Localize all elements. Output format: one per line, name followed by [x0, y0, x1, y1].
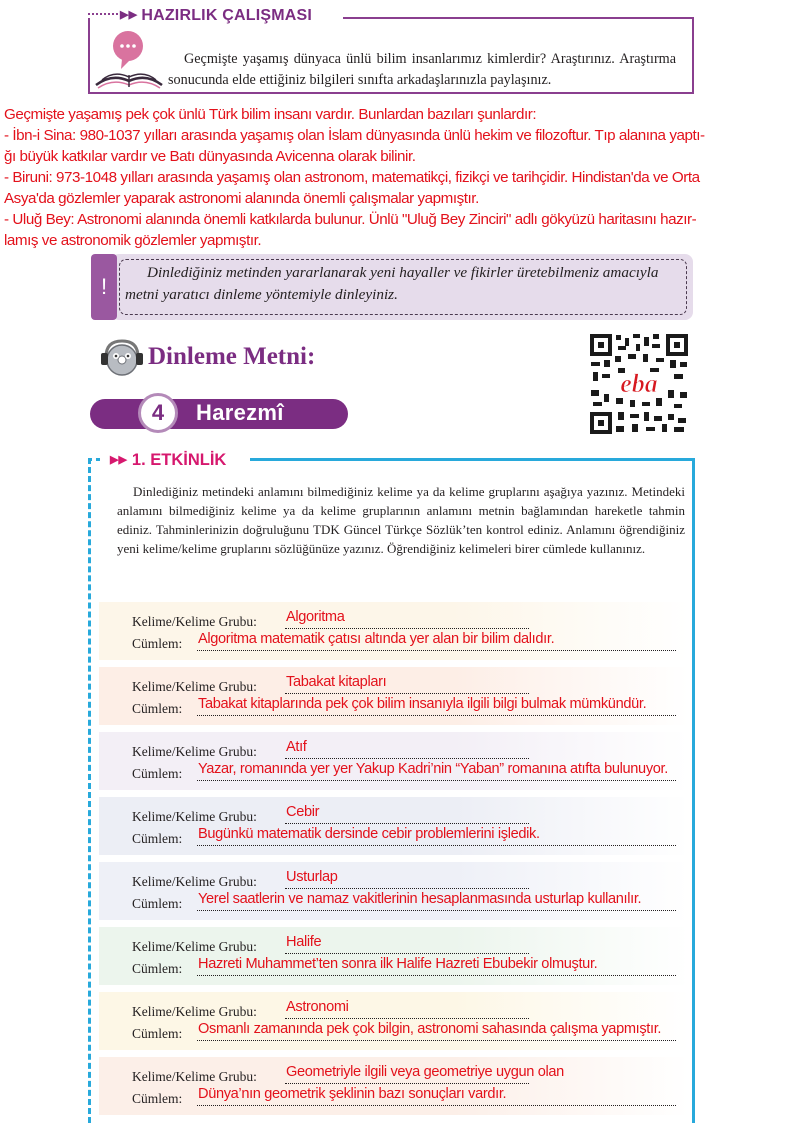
sentence-label: Cümlem:	[132, 961, 183, 976]
word-label: Kelime/Kelime Grubu:	[132, 679, 257, 694]
vocabulary-row	[99, 992, 695, 1050]
handwritten-notes	[4, 104, 792, 251]
word-label: Kelime/Kelime Grubu:	[132, 1069, 257, 1084]
lesson-title: Harezmî	[196, 400, 284, 425]
word-line	[132, 809, 257, 825]
sentence-blank[interactable]	[197, 780, 676, 781]
sentence-answer[interactable]: Bugünkü matematik dersinde cebir problemlerini işledik.	[198, 826, 540, 842]
frame-top-line	[343, 17, 694, 19]
activity-instructions	[117, 482, 685, 558]
word-label: Kelime/Kelime Grubu:	[132, 744, 257, 759]
sentence-answer[interactable]: Tabakat kitaplarında pek çok bilim insanıyla ilgili bilgi bulmak mümkündür.	[198, 696, 647, 712]
sentence-label: Cümlem:	[132, 1091, 183, 1106]
sentence-answer[interactable]: Hazreti Muhammet’ten sonra ilk Halife Hazreti Ebubekir olmuştur.	[198, 956, 598, 972]
sentence-blank[interactable]	[197, 910, 676, 911]
activity-instructions-body: Dinlediğiniz metindeki anlamını bilmediğiniz kelime ya da kelime gruplarını aşağıya yazınız. Metindeki anlamını bilmediğiniz kelime ya da kelime gruplarının anlamını metnin bağlamından hareketle tahmin ediniz. Tahminlerinizin doğruluğunu TDK Güncel Türkçe Sözlük’ten kontrol ediniz. Anlamını öğrendiğiniz yeni kelime/kelime gruplarını sözlüğünüze yazınız. Öğrendiğiniz kelimeleri birer cümlede kullanınız.	[117, 484, 685, 556]
vocabulary-list	[99, 602, 695, 1122]
vocabulary-row	[99, 927, 695, 985]
sentence-line	[132, 1091, 182, 1107]
sentence-blank[interactable]	[197, 1105, 676, 1106]
sentence-answer[interactable]: Yerel saatlerin ve namaz vakitlerinin hesaplanmasında usturlap kullanılır.	[198, 891, 642, 907]
sentence-answer[interactable]: Yazar, romanında yer yer Yakup Kadri’nin “Yaban” romanına atıfta bulunuyor.	[198, 761, 668, 777]
sentence-line	[132, 701, 182, 717]
info-text	[125, 262, 683, 306]
dotted-divider	[88, 13, 118, 15]
word-line	[132, 679, 257, 695]
sentence-label: Cümlem:	[132, 896, 183, 911]
sentence-blank[interactable]	[197, 715, 676, 716]
word-line	[132, 744, 257, 760]
section-title	[120, 7, 316, 25]
sentence-line	[132, 1026, 182, 1042]
sentence-blank[interactable]	[197, 1040, 676, 1041]
word-blank[interactable]	[285, 758, 529, 759]
activity-title	[110, 451, 228, 470]
activity-title-text: 1. ETKİNLİK	[131, 451, 227, 469]
sentence-line	[132, 766, 182, 782]
note-line: - Uluğ Bey: Astronomi alanında önemli katkılarda bulunur. Ünlü "Uluğ Bey Zinciri" adlı gökyüzü haritasını hazır-	[4, 211, 697, 228]
note-line: lamış ve astronomik gözlemler yapmıştır.	[4, 232, 262, 249]
vocabulary-row	[99, 667, 695, 725]
sentence-label: Cümlem:	[132, 636, 183, 651]
word-label: Kelime/Kelime Grubu:	[132, 939, 257, 954]
qr-code-icon[interactable]	[588, 332, 690, 436]
info-text-body: Dinlediğiniz metinden yararlanarak yeni hayaller ve fikirler üretebilmeniz amacıyla metni yaratıcı dinleme yöntemiyle dinleyiniz.	[125, 264, 659, 303]
sentence-label: Cümlem:	[132, 831, 183, 846]
word-blank[interactable]	[285, 693, 529, 694]
word-label: Kelime/Kelime Grubu:	[132, 874, 257, 889]
word-line	[132, 1004, 257, 1020]
word-blank[interactable]	[285, 628, 529, 629]
sentence-answer[interactable]: Algoritma matematik çatısı altında yer alan bir bilim dalıdır.	[198, 631, 555, 647]
vocabulary-row	[99, 1057, 695, 1115]
info-box	[91, 254, 693, 320]
activity-frame-left	[88, 458, 91, 1123]
sentence-label: Cümlem:	[132, 701, 183, 716]
word-blank[interactable]	[285, 1083, 529, 1084]
activity-frame-top	[250, 458, 695, 461]
vocabulary-row	[99, 602, 695, 660]
word-label: Kelime/Kelime Grubu:	[132, 809, 257, 824]
word-answer[interactable]: Cebir	[286, 804, 320, 820]
preparation-text	[168, 49, 676, 91]
word-blank[interactable]	[285, 888, 529, 889]
sentence-line	[132, 961, 182, 977]
word-blank[interactable]	[285, 1018, 529, 1019]
sentence-answer[interactable]: Dünya’nın geometrik şeklinin bazı sonuçları vardır.	[198, 1086, 507, 1102]
section-title-text: HAZIRLIK ÇALIŞMASI	[141, 7, 313, 24]
note-line: Geçmişte yaşamış pek çok ünlü Türk bilim insanı vardır. Bunlardan bazıları şunlardır:	[4, 106, 537, 123]
sentence-label: Cümlem:	[132, 766, 183, 781]
note-line: ğı büyük katkılar vardır ve Batı dünyasında Avicenna olarak bilinir.	[4, 148, 416, 165]
svg-text:eba: eba	[620, 369, 658, 398]
preparation-box	[88, 7, 694, 94]
sentence-blank[interactable]	[197, 650, 676, 651]
sentence-label: Cümlem:	[132, 1026, 183, 1041]
word-answer[interactable]: Astronomi	[286, 999, 349, 1015]
word-label: Kelime/Kelime Grubu:	[132, 1004, 257, 1019]
word-line	[132, 614, 257, 630]
preparation-text-body: Geçmişte yaşamış dünyaca ünlü bilim insanlarımız kimlerdir? Araştırınız. Araştırma sonucunda elde ettiğiniz bilgileri sınıfta arkadaşlarınızla paylaşınız.	[168, 51, 676, 88]
sentence-blank[interactable]	[197, 975, 676, 976]
sentence-line	[132, 831, 182, 847]
sentence-blank[interactable]	[197, 845, 676, 846]
word-blank[interactable]	[285, 953, 529, 954]
activity-frame-topleft	[88, 458, 100, 461]
vocabulary-row	[99, 862, 695, 920]
note-line: - Biruni: 973-1048 yılları arasında yaşamış olan astronom, matematikçi, fizikçi ve tarihçidir. Hindistan'da ve Orta	[4, 169, 700, 186]
listening-title: Dinleme Metni:	[148, 343, 316, 370]
word-answer[interactable]: Tabakat kitapları	[286, 674, 387, 690]
word-answer[interactable]: Algoritma	[286, 609, 345, 625]
note-line: - İbn-i Sina: 980-1037 yılları arasında yaşamış olan İslam dünyasında ünlü hekim ve filozoftur. Tıp alanına yaptı-	[4, 127, 705, 144]
word-blank[interactable]	[285, 823, 529, 824]
vocabulary-row	[99, 732, 695, 790]
double-arrow-icon: ▶▶	[110, 454, 127, 466]
word-answer[interactable]: Atıf	[286, 739, 307, 755]
word-label: Kelime/Kelime Grubu:	[132, 614, 257, 629]
sentence-line	[132, 896, 182, 912]
headphones-cd-icon	[98, 337, 146, 377]
exclamation-icon: !	[91, 254, 117, 320]
vocabulary-row	[99, 797, 695, 855]
word-answer[interactable]: Geometriyle ilgili veya geometriye uygun olan	[286, 1064, 564, 1080]
speech-bubble-book-icon	[94, 29, 164, 91]
sentence-answer[interactable]: Osmanlı zamanında pek çok bilgin, astronomi sahasında çalışma yapmıştır.	[198, 1021, 662, 1037]
lesson-banner	[90, 397, 348, 431]
word-line	[132, 1069, 257, 1085]
note-line: Asya'da gözlemler yaparak astronomi alanında önemli çalışmalar yapmıştır.	[4, 190, 479, 207]
word-answer[interactable]: Usturlap	[286, 869, 338, 885]
word-answer[interactable]: Halife	[286, 934, 322, 950]
double-arrow-icon: ▶▶	[120, 9, 138, 21]
sentence-line	[132, 636, 182, 652]
lesson-number: 4	[138, 393, 178, 433]
word-line	[132, 874, 257, 890]
word-line	[132, 939, 257, 955]
